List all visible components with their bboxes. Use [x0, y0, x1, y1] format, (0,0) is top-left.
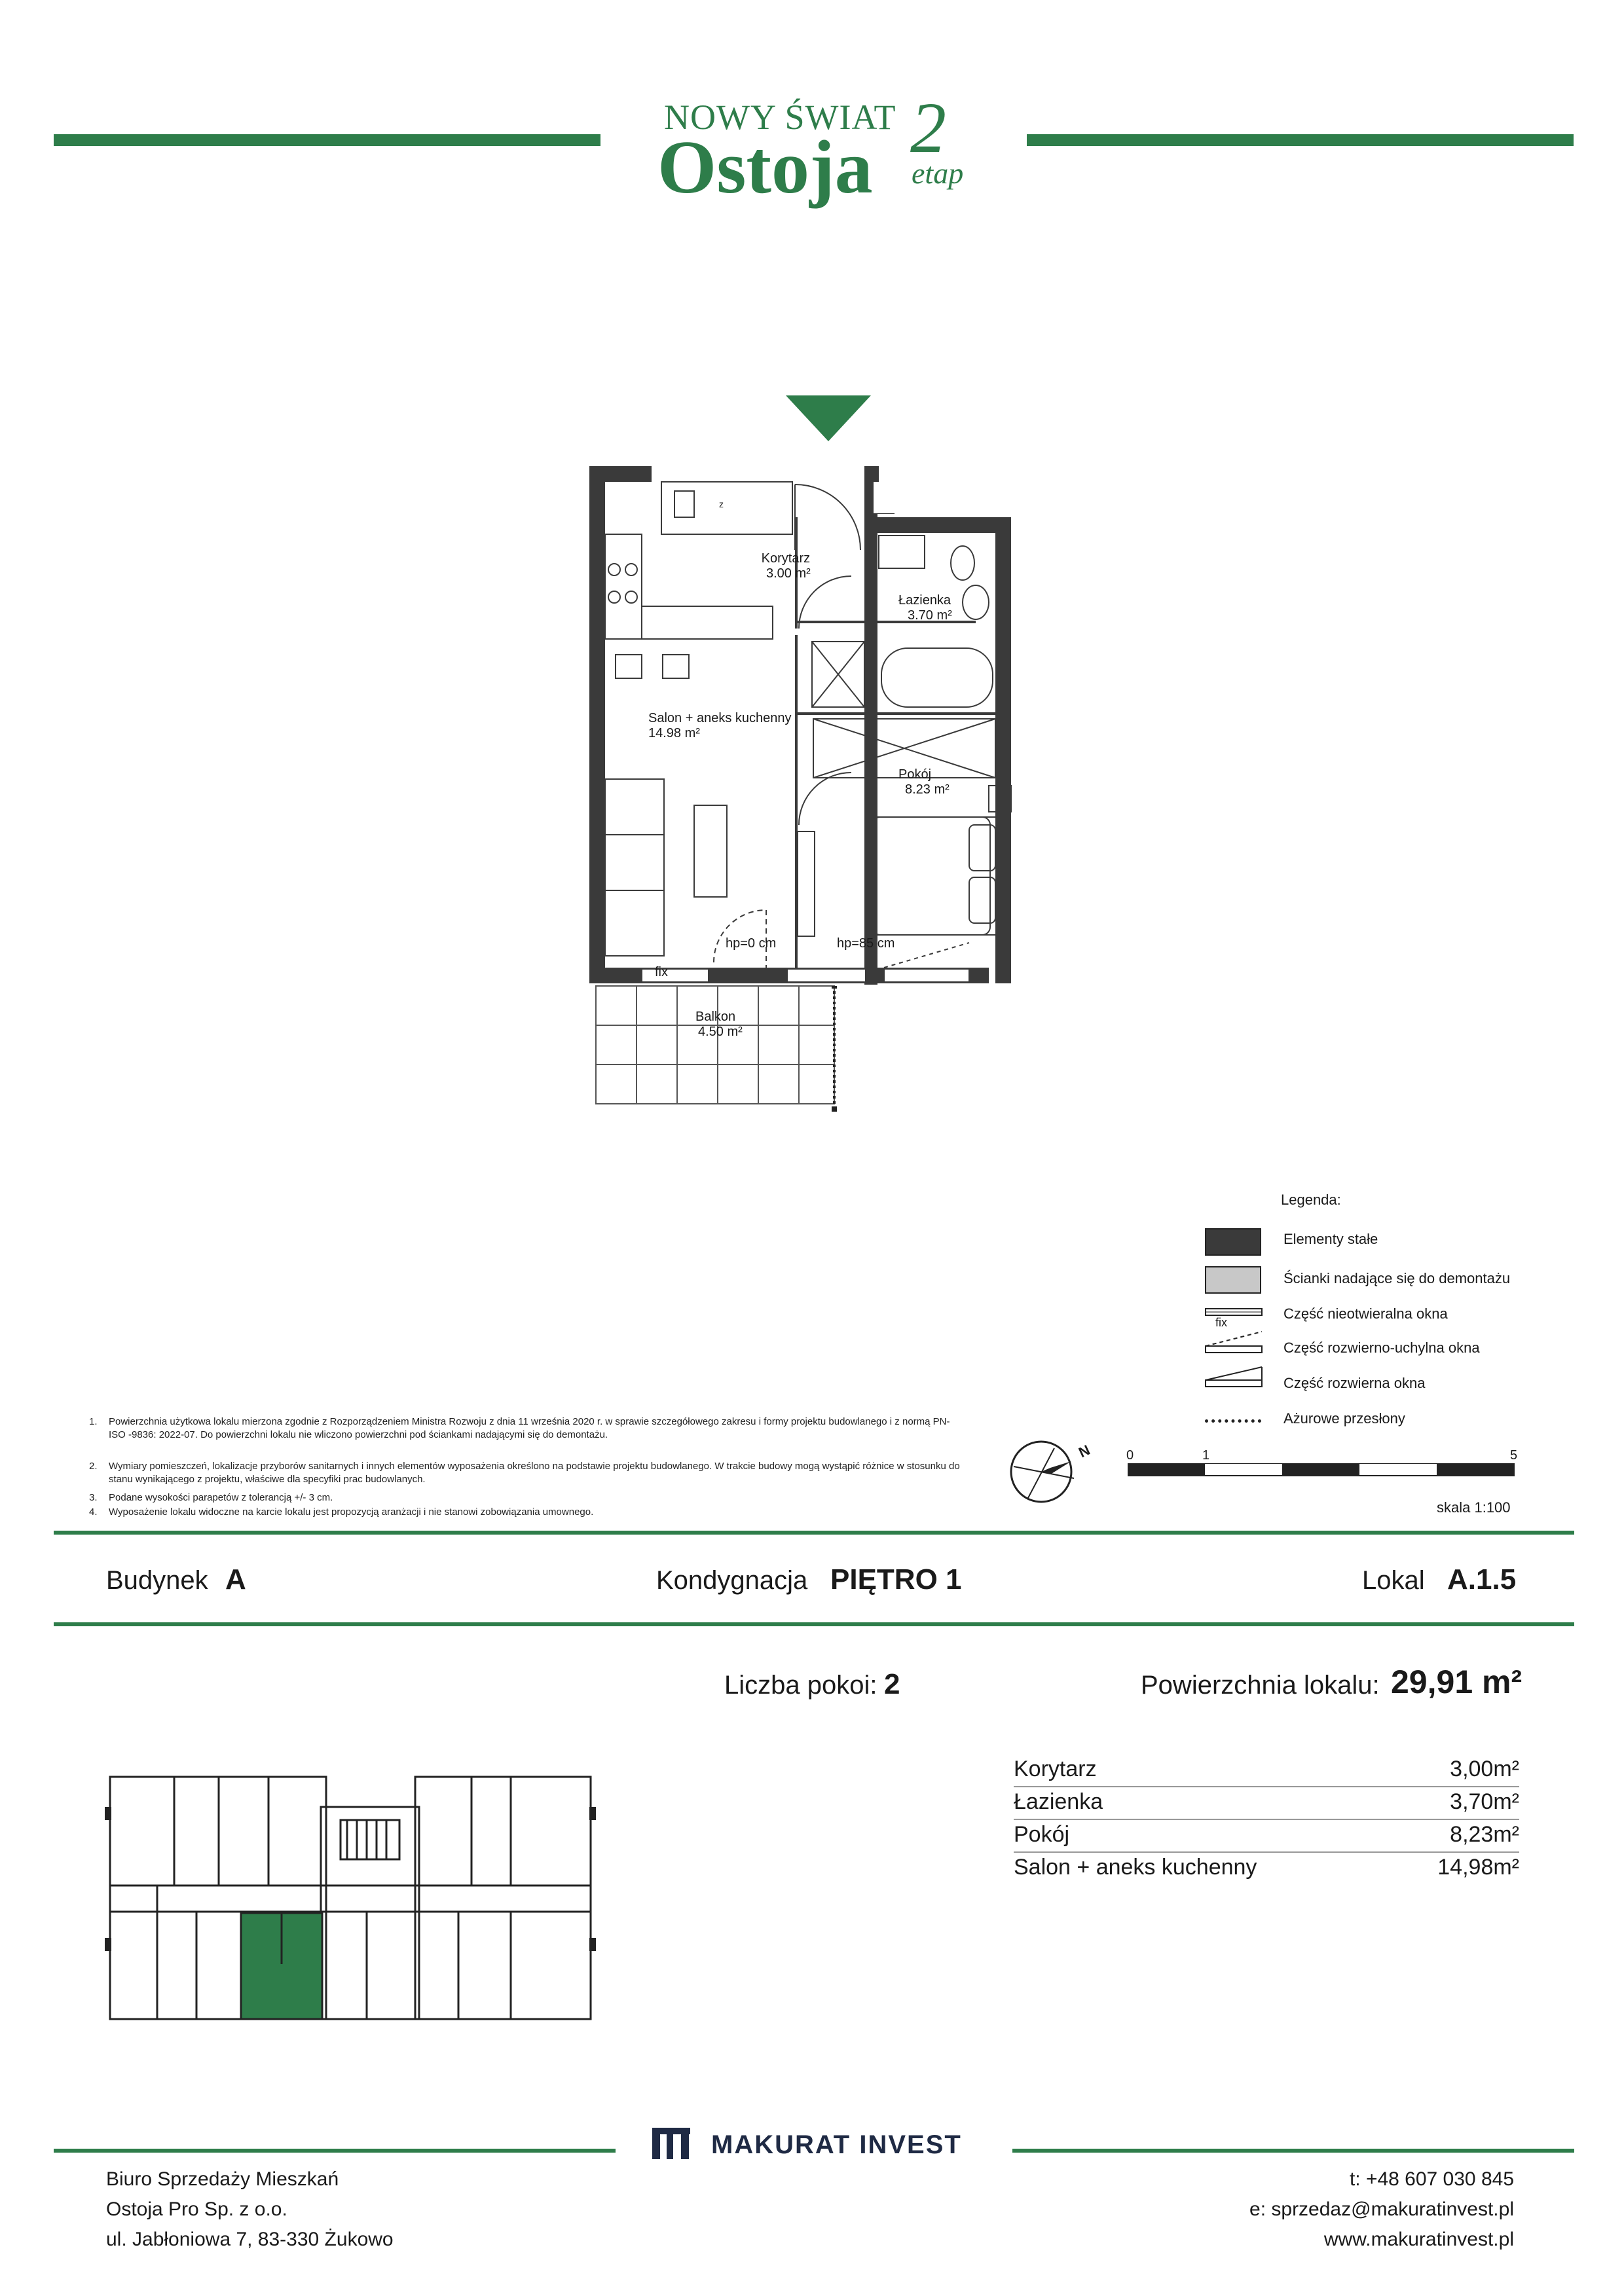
scale-tick-5: 5	[1510, 1448, 1518, 1463]
table-row	[1014, 1820, 1519, 1853]
table-row	[1014, 1755, 1519, 1787]
budynek-label: Budynek	[106, 1566, 208, 1595]
openwork-screen-icon	[1205, 1419, 1261, 1423]
note-number: 1.	[89, 1416, 98, 1427]
room-name: Pokój	[1014, 1822, 1070, 1847]
lokal-label: Lokal	[1362, 1566, 1425, 1595]
floor-plan	[576, 458, 1048, 1113]
room-lazienka	[898, 593, 952, 623]
pokoje-value: 2	[884, 1668, 900, 1700]
footer-address	[106, 2164, 394, 2255]
compass-north-label: N	[1076, 1441, 1093, 1461]
building-key-plan	[105, 1768, 602, 2023]
footer-email-link[interactable]: e: sprzedaz@makuratinvest.pl	[1249, 2198, 1514, 2220]
legend-swatch-fixed	[1205, 1228, 1261, 1256]
window-tilt-turn-icon	[1205, 1329, 1264, 1355]
header-bar-left	[54, 134, 600, 146]
makurat-logo-icon	[652, 2128, 693, 2160]
lokal-value: A.1.5	[1447, 1563, 1517, 1595]
note-number: 3.	[89, 1492, 98, 1503]
kondygnacja-label: Kondygnacja	[656, 1566, 808, 1595]
room-area: 3,00m²	[1450, 1757, 1519, 1781]
scale-label: skala 1:100	[1437, 1499, 1511, 1516]
legend-label: Część rozwierna okna	[1283, 1375, 1426, 1391]
footer-contact	[1249, 2164, 1514, 2255]
scale-tick-0: 0	[1126, 1448, 1134, 1463]
room-area: 3.00 m²	[766, 566, 811, 581]
room-name: Salon + aneks kuchenny	[648, 711, 792, 725]
logo-line1: NOWY ŚWIAT	[664, 98, 896, 137]
label-hp0: hp=0 cm	[726, 936, 777, 951]
room-area: 3.70 m²	[908, 608, 952, 623]
room-korytarz	[761, 551, 811, 581]
note-text: Wymiary pomieszczeń, lokalizacje przyborów sanitarnych i innych elementów wyposażenia określono na podstawie projektu budowlanego. W trakcie budowy mogą wystąpić różnice w stosunku do stanu wynikającego z projektu, właściwe dla specyfiki prac budowlanych.	[109, 1461, 960, 1485]
note-number: 2.	[89, 1461, 98, 1472]
rooms-table	[1014, 1755, 1519, 1886]
label-z: z	[719, 499, 724, 509]
budynek-value: A	[225, 1563, 246, 1595]
room-salon	[648, 711, 792, 741]
room-name: Korytarz	[1014, 1757, 1097, 1781]
powierzchnia-label: Powierzchnia lokalu:	[1141, 1671, 1380, 1700]
divider-top	[54, 1531, 1574, 1535]
note-number: 4.	[89, 1506, 98, 1518]
room-name: Korytarz	[761, 551, 811, 566]
footer-line: ul. Jabłoniowa 7, 83-330 Żukowo	[106, 2229, 394, 2250]
divider-bottom	[54, 1622, 1574, 1626]
note-text: Wyposażenie lokalu widoczne na karcie lokalu jest propozycją aranżacji i nie stanowi zobowiązania umownego.	[109, 1506, 594, 1518]
entrance-marker-icon	[786, 395, 871, 443]
room-area: 4.50 m²	[698, 1025, 743, 1039]
header-bar-right	[1027, 134, 1574, 146]
legend-label: Ażurowe przesłony	[1283, 1410, 1405, 1427]
window-fixed-icon	[1205, 1307, 1264, 1317]
legend-swatch-demountable	[1205, 1266, 1261, 1294]
logo-line2: Ostoja	[657, 126, 873, 210]
room-name: Łazienka	[1014, 1789, 1103, 1814]
label-fix: fix	[655, 965, 668, 979]
legend-title: Legenda:	[1281, 1192, 1341, 1208]
kondygnacja-value: PIĘTRO 1	[830, 1563, 962, 1595]
legend-fix-label: fix	[1215, 1316, 1227, 1329]
logo-stage-word: etap	[912, 156, 964, 190]
pokoje-label: Liczba pokoi:	[724, 1671, 877, 1700]
footer-phone: t: +48 607 030 845	[1349, 2168, 1514, 2190]
window-casement-icon	[1205, 1363, 1264, 1389]
legend-label: Elementy stałe	[1283, 1231, 1378, 1247]
footer-line: Biuro Sprzedaży Mieszkań	[106, 2168, 339, 2190]
table-row	[1014, 1787, 1519, 1820]
note-text: Podane wysokości parapetów z tolerancją +/- 3 cm.	[109, 1492, 333, 1503]
footer-rule-left	[54, 2149, 616, 2153]
legend-label: Ścianki nadające się do demontażu	[1283, 1270, 1511, 1286]
room-balkon	[695, 1010, 743, 1040]
footer-line: Ostoja Pro Sp. z o.o.	[106, 2198, 287, 2220]
note-text: Powierzchnia użytkowa lokalu mierzona zgodnie z Rozporządzeniem Ministra Rozwoju z dnia 11 września 2020 r. w sprawie szczegółowego zakresu i formy projektu budowlanego i z normą PN-ISO -9836: 2022-07. Do powierzchni lokalu nie wliczono powierzchni pod ściankami nadającymi się do demontażu.	[109, 1416, 950, 1440]
scale-bar	[1128, 1463, 1521, 1482]
table-row	[1014, 1853, 1519, 1884]
room-area: 14,98m²	[1437, 1855, 1519, 1880]
room-area: 8.23 m²	[905, 782, 950, 797]
room-area: 14.98 m²	[648, 726, 700, 740]
legend-label: Część nieotwieralna okna	[1283, 1305, 1448, 1322]
room-name: Łazienka	[898, 593, 951, 608]
logo	[655, 88, 995, 210]
label-hp85: hp=85 cm	[837, 936, 895, 951]
room-area: 8,23m²	[1450, 1822, 1519, 1847]
footer-rule-right	[1012, 2149, 1574, 2153]
room-pokoj	[898, 767, 950, 797]
scale-tick-1: 1	[1202, 1448, 1210, 1463]
footer-website-link[interactable]: www.makuratinvest.pl	[1323, 2229, 1514, 2250]
footer-brand: MAKURAT INVEST	[711, 2130, 962, 2159]
legend-label: Część rozwierno-uchylna okna	[1283, 1339, 1480, 1356]
powierzchnia-value: 29,91 m²	[1391, 1664, 1522, 1700]
room-name: Salon + aneks kuchenny	[1014, 1855, 1257, 1880]
room-area: 3,70m²	[1450, 1789, 1519, 1814]
logo-stage-number: 2	[910, 88, 946, 168]
room-name: Pokój	[898, 767, 932, 782]
room-name: Balkon	[695, 1010, 736, 1024]
